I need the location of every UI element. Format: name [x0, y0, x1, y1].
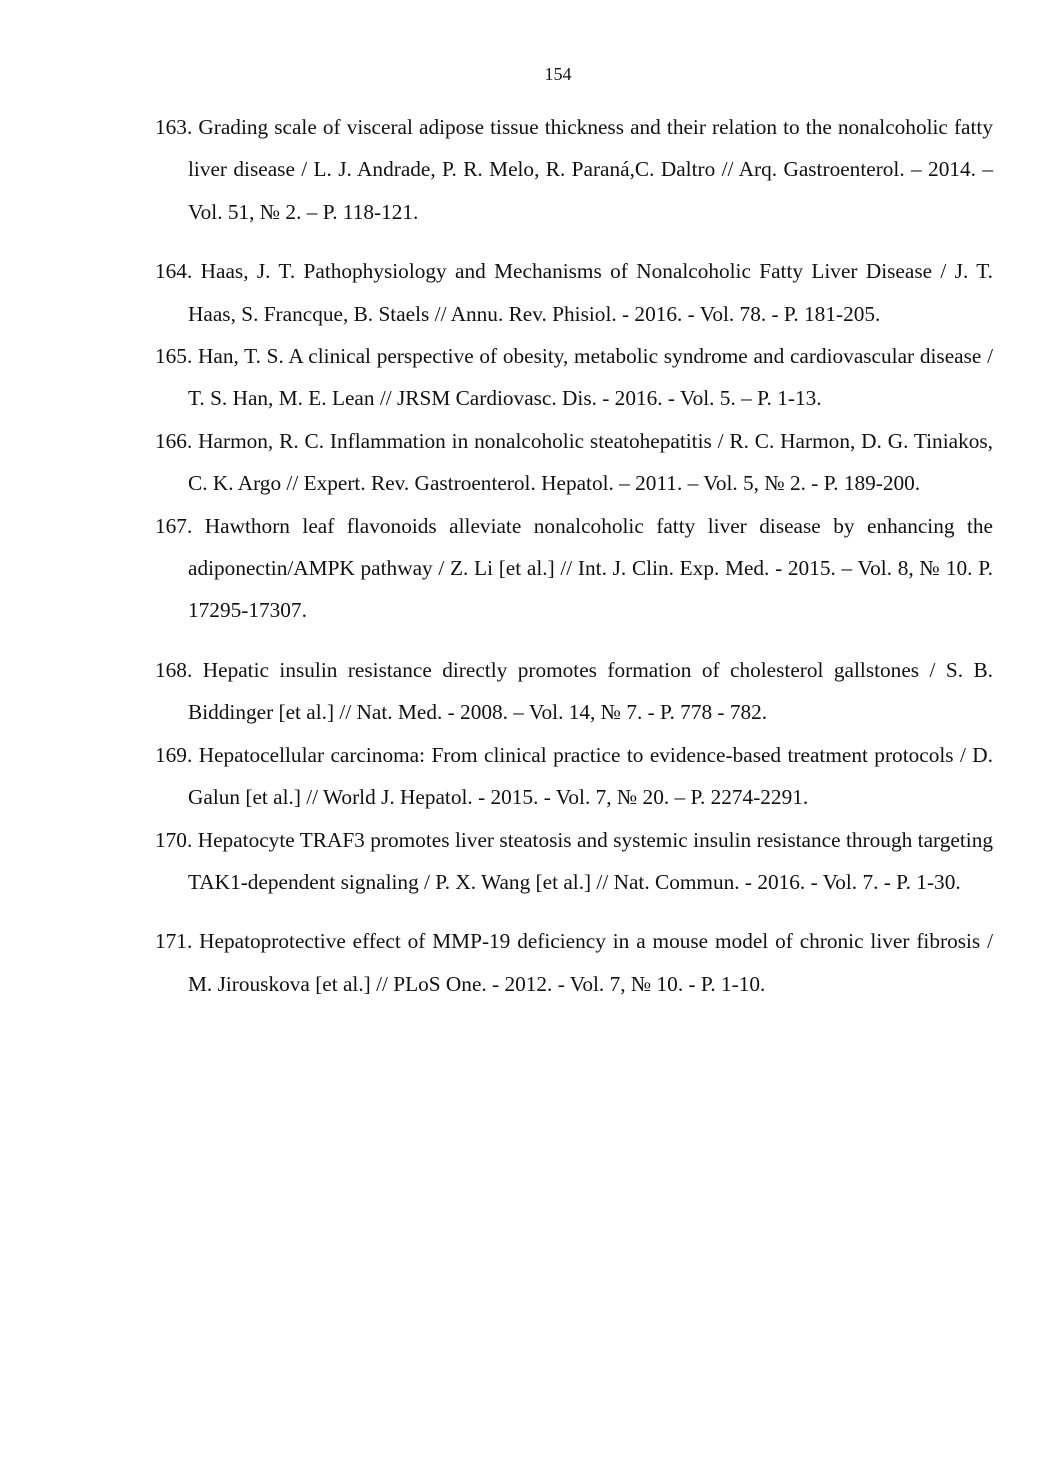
reference-item-169 [155, 734, 993, 819]
reference-text: Han, T. S. A clinical perspective of obesity, metabolic syndrome and cardiovascular disease / T. S. Han, M. E. Lean // JRSM Cardiovasc. Dis. - 2016. - Vol. 5. – P. 1-13. [188, 344, 993, 411]
reference-item-164 [155, 250, 993, 335]
reference-item-171 [155, 920, 993, 1005]
reference-item-168 [155, 649, 993, 734]
reference-item-165 [155, 335, 993, 420]
reference-number: 171. [155, 929, 193, 954]
reference-text: Hepatocellular carcinoma: From clinical practice to evidence-based treatment protocols / D. Galun [et al.] // World J. Hepatol. - 2015. - Vol. 7, № 20. – P. 2274-2291. [188, 742, 993, 810]
reference-text: Grading scale of visceral adipose tissue thickness and their relation to the nonalcoholic fatty liver disease / L. J. Andrade, P. R. Melo, R. Paraná,C. Daltro // Arq. Gastroenterol. – 2014. – Vol. 51, № 2. – P. 118-121. [188, 115, 993, 224]
reference-number: 168. [155, 657, 193, 682]
reference-number: 165. [155, 344, 193, 369]
reference-item-170 [155, 819, 993, 904]
page-number: 154 [544, 64, 572, 84]
reference-item-166 [155, 420, 993, 505]
reference-item-167 [155, 505, 993, 632]
reference-text: Hepatic insulin resistance directly promotes formation of cholesterol gallstones / S. B. Biddinger [et al.] // Nat. Med. - 2008. – Vol. 14, № 7. - P. 778 - 782. [188, 657, 994, 725]
reference-number: 170. [155, 827, 193, 852]
reference-number: 164. [155, 259, 193, 284]
reference-text: Haas, J. T. Pathophysiology and Mechanisms of Nonalcoholic Fatty Liver Disease / J. T. Haas, S. Francque, B. Staels // Annu. Rev. Phisiol. - 2016. - Vol. 78. - P. 181-205. [188, 259, 993, 326]
reference-number: 169. [155, 742, 193, 767]
reference-text: Harmon, R. C. Inflammation in nonalcoholic steatohepatitis / R. C. Harmon, D. G. Tiniakos, C. K. Argo // Expert. Rev. Gastroenterol. Hepatol. – 2011. – Vol. 5, № 2. - P. 189-200. [188, 428, 993, 496]
reference-list [155, 106, 993, 1005]
reference-item-163 [155, 106, 993, 233]
reference-number: 167. [155, 513, 193, 538]
reference-number: 166. [155, 428, 193, 453]
reference-text: Hepatocyte TRAF3 promotes liver steatosis and systemic insulin resistance through targeting TAK1-dependent signaling / P. X. Wang [et al.] // Nat. Commun. - 2016. - Vol. 7. - P. 1-30. [188, 827, 993, 894]
reference-number: 163. [155, 115, 193, 139]
reference-text: Hawthorn leaf flavonoids alleviate nonalcoholic fatty liver disease by enhancing the adiponectin/AMPK pathway / Z. Li [et al.] // Int. J. Clin. Exp. Med. - 2015. – Vol. 8, № 10. P. 17295-17307. [188, 513, 993, 623]
reference-text: Hepatoprotective effect of MMP-19 deficiency in a mouse model of chronic liver fibrosis / M. Jirouskova [et al.] // PLoS One. - 2012. - Vol. 7, № 10. - P. 1-10. [188, 929, 993, 996]
